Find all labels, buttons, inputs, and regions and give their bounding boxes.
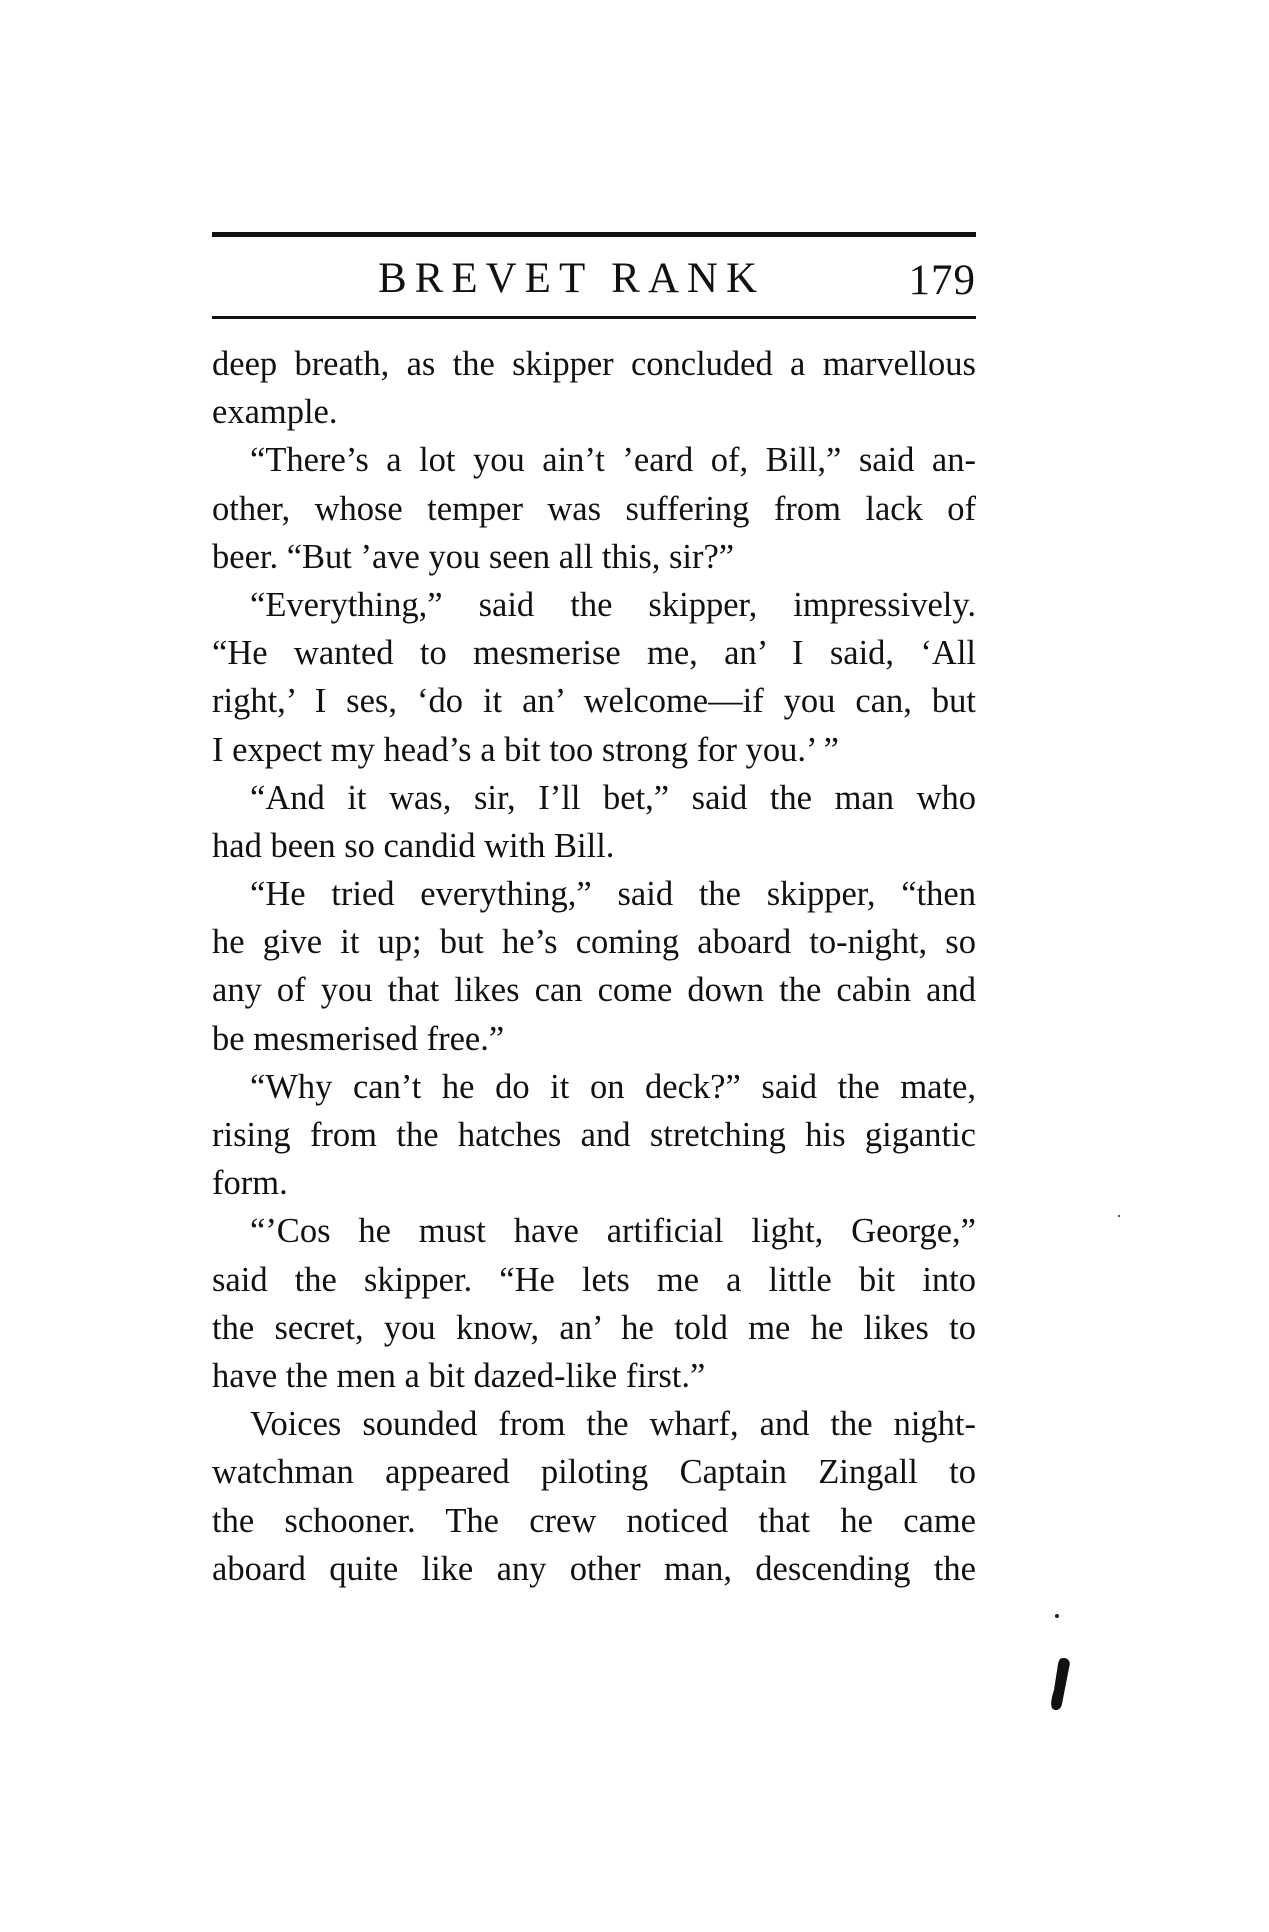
text-line: he give it up; but he’s coming aboard to-night, so <box>212 923 976 962</box>
text-line: be mesmerised free.” <box>212 1019 505 1058</box>
text-line: “Everything,” said the skipper, impressively. <box>250 585 976 624</box>
text-line: I expect my head’s a bit too strong for you.’ ” <box>212 730 839 769</box>
text-line: the secret, you know, an’ he told me he likes to <box>212 1308 976 1347</box>
speck-mark <box>1118 1215 1120 1217</box>
text-line: said the skipper. “He lets me a little bit into <box>212 1260 976 1299</box>
page-number: 179 <box>908 257 976 304</box>
text-line: form. <box>212 1164 288 1203</box>
text-line: “Why can’t he do it on deck?” said the mate, <box>250 1067 976 1106</box>
text-line: beer. “But ’ave you seen all this, sir?” <box>212 537 735 576</box>
text-line: aboard quite like any other man, descending the <box>212 1549 976 1588</box>
text-line: other, whose temper was suffering from lack of <box>212 489 976 528</box>
ink-blot-mark <box>1049 1656 1071 1712</box>
header-bottom-rule <box>212 316 976 319</box>
text-line: Voices sounded from the wharf, and the night- <box>250 1405 976 1444</box>
text-line: “There’s a lot you ain’t ’eard of, Bill,” said an- <box>250 441 976 480</box>
text-line: “’Cos he must have artificial light, George,” <box>250 1212 976 1251</box>
text-line: “He tried everything,” said the skipper, “then <box>250 875 976 914</box>
text-line: any of you that likes can come down the cabin and <box>212 971 976 1010</box>
text-line: the schooner. The crew noticed that he came <box>212 1501 976 1540</box>
text-line: watchman appeared piloting Captain Zingall to <box>212 1453 976 1492</box>
text-line: rising from the hatches and stretching his gigantic <box>212 1116 976 1154</box>
text-line: had been so candid with Bill. <box>212 826 615 865</box>
header-top-rule <box>212 232 976 237</box>
text-line: right,’ I ses, ‘do it an’ welcome—if you can, but <box>212 682 976 721</box>
text-line: example. <box>212 393 338 432</box>
running-header <box>212 248 976 310</box>
running-title: BREVET RANK <box>378 255 766 302</box>
text-line: “And it was, sir, I’ll bet,” said the man who <box>250 778 976 817</box>
text-line: deep breath, as the skipper concluded a marvellous <box>212 345 976 383</box>
speck-mark <box>1055 1614 1059 1618</box>
text-line: have the men a bit dazed-like first.” <box>212 1356 706 1395</box>
text-line: “He wanted to mesmerise me, an’ I said, ‘All <box>212 634 976 673</box>
body-text <box>212 340 976 1593</box>
